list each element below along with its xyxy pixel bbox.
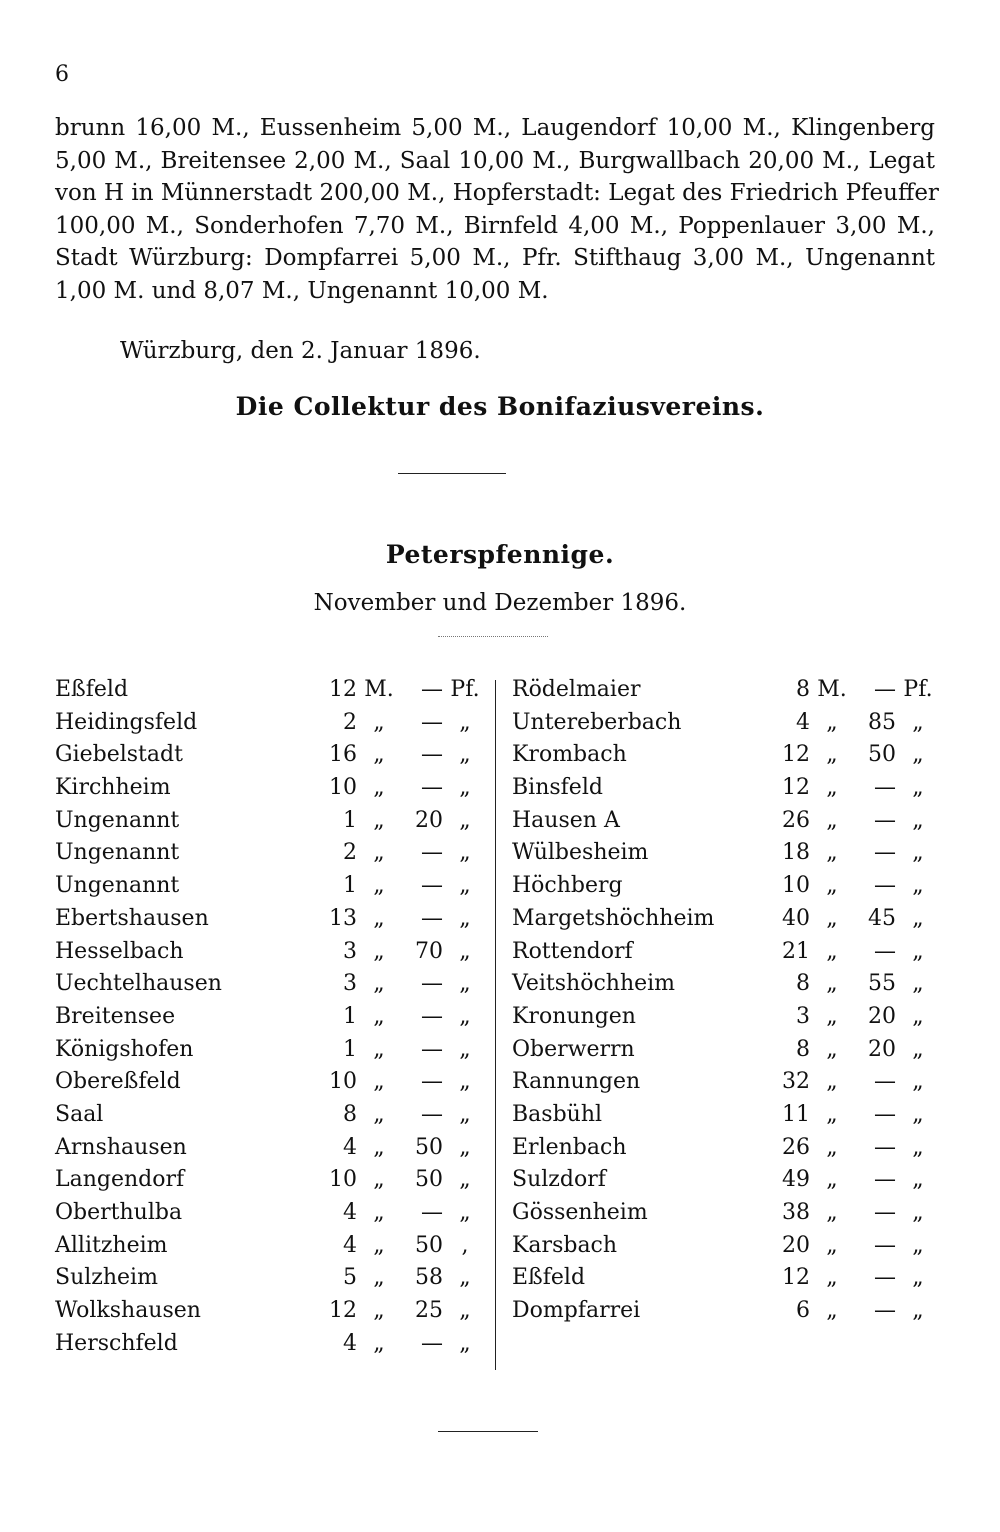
mark-amount: 18	[782, 840, 810, 866]
place-name: Obereßfeld	[55, 1069, 181, 1095]
place-name: Untereberbach	[512, 709, 682, 735]
pfennig-amount: 50	[415, 1167, 443, 1193]
place-name: Margetshöchheim	[512, 905, 715, 931]
pfennig-amount: 50	[415, 1232, 443, 1258]
list-item	[55, 1066, 487, 1099]
list-item	[55, 1001, 487, 1034]
place-name: Ungenannt	[55, 807, 180, 833]
pfennig-unit: „	[459, 840, 471, 866]
pfennig-amount: 55	[868, 971, 896, 997]
list-item	[512, 1132, 940, 1165]
place-name: Ungenannt	[55, 840, 180, 866]
pfennig-unit: „	[459, 775, 471, 801]
mark-unit: „	[373, 742, 385, 768]
list-item	[55, 1197, 487, 1230]
pfennig-unit: „	[459, 1167, 471, 1193]
mark-unit: „	[826, 1265, 838, 1291]
mark-unit: „	[373, 1101, 385, 1127]
pfennig-amount: —	[874, 1101, 896, 1127]
mark-amount: 10	[329, 775, 357, 801]
place-name: Eßfeld	[55, 677, 129, 702]
mark-unit: „	[373, 1003, 385, 1029]
list-item	[512, 903, 940, 936]
list-item	[512, 1066, 940, 1099]
place-name: Allitzheim	[55, 1232, 168, 1258]
list-item	[512, 674, 940, 707]
list-item	[512, 1001, 940, 1034]
place-name: Giebelstadt	[55, 742, 183, 768]
list-item	[55, 1262, 487, 1295]
dateline: Würzburg, den 2. Januar 1896.	[120, 338, 481, 364]
mark-amount: 1	[343, 1003, 357, 1029]
place-name: Höchberg	[512, 873, 623, 899]
list-item	[512, 1034, 940, 1067]
pfennig-amount: 58	[415, 1265, 443, 1291]
place-name: Saal	[55, 1101, 104, 1127]
mark-unit: „	[373, 1167, 385, 1193]
mark-amount: 26	[782, 1134, 810, 1160]
pfennig-amount: —	[874, 1069, 896, 1095]
signature: Die Collektur des Bonifaziusvereins.	[235, 392, 765, 421]
mark-unit: „	[373, 1265, 385, 1291]
mark-amount: 26	[782, 807, 810, 833]
pfennig-unit: „	[459, 938, 471, 964]
mark-unit: „	[373, 1330, 385, 1356]
mark-amount: 8	[343, 1101, 357, 1127]
place-name: Oberwerrn	[512, 1036, 635, 1062]
list-item	[55, 968, 487, 1001]
left-column	[55, 674, 487, 1360]
pfennig-unit: „	[912, 905, 924, 931]
right-column	[512, 674, 940, 1328]
mark-unit: „	[373, 1134, 385, 1160]
pfennig-unit: „	[912, 1167, 924, 1193]
mark-unit: „	[826, 971, 838, 997]
pfennig-amount: 45	[868, 905, 896, 931]
mark-amount: 3	[343, 971, 357, 997]
place-name: Veitshöchheim	[512, 971, 676, 997]
mark-amount: 3	[343, 938, 357, 964]
place-name: Erlenbach	[512, 1134, 627, 1160]
pfennig-amount: 50	[415, 1134, 443, 1160]
pfennig-unit: „	[459, 709, 471, 735]
pfennig-amount: —	[421, 709, 443, 735]
pfennig-amount: —	[421, 873, 443, 899]
mark-unit: „	[826, 1036, 838, 1062]
mark-amount: 11	[782, 1101, 810, 1127]
paragraph-line: Stadt Würzburg: Dompfarrei 5,00 M., Pfr. Stifthaug 3,00 M., Ungenannt	[55, 245, 935, 271]
mark-unit: M.	[817, 677, 847, 702]
mark-amount: 32	[782, 1069, 810, 1095]
mark-amount: 4	[796, 709, 810, 735]
pfennig-unit: „	[459, 1101, 471, 1127]
place-name: Langendorf	[55, 1167, 185, 1193]
list-item	[512, 968, 940, 1001]
pfennig-amount: —	[874, 677, 896, 702]
mark-amount: 12	[782, 1265, 810, 1291]
mark-amount: 21	[782, 938, 810, 964]
mark-unit: „	[826, 775, 838, 801]
pfennig-amount: —	[421, 677, 443, 702]
pfennig-amount: —	[421, 1200, 443, 1225]
place-name: Ebertshausen	[55, 905, 209, 931]
mark-amount: 1	[343, 873, 357, 899]
pfennig-unit: „	[459, 905, 471, 931]
pfennig-amount: —	[421, 1330, 443, 1356]
pfennig-unit: „	[459, 807, 471, 833]
pfennig-unit: „	[912, 938, 924, 964]
pfennig-unit: „	[459, 1330, 471, 1356]
place-name: Wülbesheim	[512, 840, 649, 866]
place-name: Oberthulba	[55, 1200, 183, 1225]
pfennig-unit: „	[912, 742, 924, 768]
pfennig-unit: „	[459, 1200, 471, 1225]
place-name: Breitensee	[55, 1003, 176, 1029]
pfennig-unit: „	[912, 971, 924, 997]
list-item	[512, 1164, 940, 1197]
place-name: Ungenannt	[55, 873, 180, 899]
divider-rule	[398, 473, 506, 474]
place-name: Sulzdorf	[512, 1167, 606, 1193]
mark-unit: „	[826, 840, 838, 866]
mark-amount: 3	[796, 1003, 810, 1029]
pfennig-amount: —	[421, 905, 443, 931]
list-item	[55, 1034, 487, 1067]
mark-unit: „	[826, 1200, 838, 1225]
list-item	[55, 805, 487, 838]
pfennig-amount: 20	[415, 807, 443, 833]
pfennig-unit: „	[912, 1232, 924, 1258]
pfennig-amount: 20	[868, 1003, 896, 1029]
mark-unit: „	[826, 873, 838, 899]
pfennig-amount: —	[421, 971, 443, 997]
place-name: Hesselbach	[55, 938, 184, 964]
place-name: Rannungen	[512, 1069, 641, 1095]
mark-unit: „	[373, 1200, 385, 1225]
donation-paragraph	[55, 112, 939, 307]
pfennig-amount: —	[874, 1265, 896, 1291]
pfennig-amount: 85	[868, 709, 896, 735]
mark-unit: „	[826, 1298, 838, 1324]
list-item	[55, 739, 487, 772]
mark-amount: 10	[782, 873, 810, 899]
mark-unit: „	[373, 807, 385, 833]
place-name: Arnshausen	[55, 1134, 187, 1160]
mark-amount: 5	[343, 1265, 357, 1291]
pfennig-unit: „	[912, 1101, 924, 1127]
mark-amount: 12	[329, 1298, 357, 1324]
list-item	[512, 1295, 940, 1328]
list-item	[55, 903, 487, 936]
list-item	[55, 837, 487, 870]
list-item	[512, 707, 940, 740]
pfennig-amount: —	[874, 1134, 896, 1160]
mark-amount: 10	[329, 1167, 357, 1193]
pfennig-unit: „	[912, 840, 924, 866]
pfennig-amount: —	[874, 938, 896, 964]
pfennig-amount: 25	[415, 1298, 443, 1324]
pfennig-amount: —	[421, 775, 443, 801]
paragraph-line: 1,00 M. und 8,07 M., Ungenannt 10,00 M.	[55, 277, 549, 304]
mark-amount: 1	[343, 1036, 357, 1062]
mark-amount: 40	[782, 905, 810, 931]
dotted-ornament	[438, 636, 548, 637]
list-item	[512, 870, 940, 903]
pfennig-unit: „	[912, 1298, 924, 1324]
list-item	[55, 1230, 487, 1263]
pfennig-amount: —	[874, 775, 896, 801]
pfennig-unit: „	[912, 1003, 924, 1029]
pfennig-unit: „	[459, 873, 471, 899]
list-item	[55, 1099, 487, 1132]
mark-unit: „	[826, 1101, 838, 1127]
mark-unit: „	[373, 938, 385, 964]
pfennig-unit: „	[912, 1069, 924, 1095]
pfennig-amount: 20	[868, 1036, 896, 1062]
pfennig-amount: —	[874, 1167, 896, 1193]
mark-unit: M.	[364, 677, 394, 702]
place-name: Krombach	[512, 742, 627, 768]
pfennig-unit: „	[459, 1069, 471, 1095]
mark-unit: „	[826, 938, 838, 964]
place-name: Herschfeld	[55, 1330, 178, 1356]
pfennig-amount: —	[874, 840, 896, 866]
place-name: Basbühl	[512, 1101, 603, 1127]
pfennig-unit: „	[912, 873, 924, 899]
place-name: Rottendorf	[512, 938, 633, 964]
mark-amount: 8	[796, 1036, 810, 1062]
list-item	[512, 805, 940, 838]
mark-amount: 16	[329, 742, 357, 768]
list-item	[55, 674, 487, 707]
mark-unit: „	[373, 709, 385, 735]
pfennig-amount: —	[874, 1200, 896, 1225]
mark-unit: „	[826, 1167, 838, 1193]
pfennig-unit: „	[912, 807, 924, 833]
pfennig-unit: „	[459, 1134, 471, 1160]
pfennig-amount: 70	[415, 938, 443, 964]
paragraph-line: von H in Münnerstadt 200,00 M., Hopferstadt: Legat des Friedrich Pfeuffer	[55, 180, 939, 206]
mark-amount: 8	[796, 677, 810, 702]
list-item	[55, 1132, 487, 1165]
place-name: Binsfeld	[512, 775, 603, 801]
pfennig-amount: —	[874, 873, 896, 899]
end-rule	[438, 1431, 538, 1432]
mark-unit: „	[373, 873, 385, 899]
mark-amount: 49	[782, 1167, 810, 1193]
mark-amount: 10	[329, 1069, 357, 1095]
place-name: Sulzheim	[55, 1265, 158, 1291]
mark-amount: 2	[343, 709, 357, 735]
place-name: Königshofen	[55, 1036, 194, 1062]
list-item	[55, 772, 487, 805]
mark-unit: „	[373, 775, 385, 801]
pfennig-unit: „	[459, 1298, 471, 1324]
list-item	[512, 772, 940, 805]
mark-unit: „	[826, 1069, 838, 1095]
place-name: Heidingsfeld	[55, 709, 198, 735]
list-item	[512, 936, 940, 969]
section-title: Peterspfennige.	[385, 540, 615, 569]
list-item	[512, 1230, 940, 1263]
place-name: Uechtelhausen	[55, 971, 222, 997]
pfennig-amount: —	[874, 807, 896, 833]
mark-unit: „	[373, 905, 385, 931]
list-item	[512, 1197, 940, 1230]
place-name: Hausen A	[512, 807, 620, 833]
pfennig-unit: „	[459, 971, 471, 997]
mark-unit: „	[373, 1232, 385, 1258]
pfennig-unit: „	[912, 1134, 924, 1160]
mark-unit: „	[826, 1232, 838, 1258]
mark-unit: „	[373, 1069, 385, 1095]
mark-amount: 8	[796, 971, 810, 997]
mark-unit: „	[826, 742, 838, 768]
page-number: 6	[55, 62, 69, 87]
mark-amount: 12	[329, 677, 357, 702]
mark-unit: „	[826, 709, 838, 735]
mark-unit: „	[373, 840, 385, 866]
paragraph-line: brunn 16,00 M., Eussenheim 5,00 M., Laugendorf 10,00 M., Klingenberg	[55, 115, 935, 141]
place-name: Eßfeld	[512, 1265, 586, 1291]
place-name: Kronungen	[512, 1003, 636, 1029]
mark-amount: 12	[782, 742, 810, 768]
mark-unit: „	[373, 1036, 385, 1062]
pfennig-unit: „	[912, 1265, 924, 1291]
place-name: Rödelmaier	[512, 677, 641, 702]
pfennig-unit: Pf.	[903, 677, 933, 702]
pfennig-unit: Pf.	[450, 677, 480, 702]
pfennig-unit: „	[912, 775, 924, 801]
mark-amount: 4	[343, 1200, 357, 1225]
mark-amount: 13	[329, 905, 357, 931]
mark-amount: 38	[782, 1200, 810, 1225]
section-subtitle: November und Dezember 1896.	[313, 590, 687, 616]
place-name: Gössenheim	[512, 1200, 648, 1225]
place-name: Wolkshausen	[55, 1298, 201, 1324]
pfennig-unit: „	[912, 1200, 924, 1225]
pfennig-amount: —	[421, 1069, 443, 1095]
mark-unit: „	[826, 1134, 838, 1160]
list-item	[55, 1328, 487, 1361]
pfennig-amount: —	[874, 1232, 896, 1258]
pfennig-unit: „	[459, 1036, 471, 1062]
mark-unit: „	[373, 971, 385, 997]
list-item	[512, 739, 940, 772]
column-divider	[495, 680, 496, 1370]
pfennig-amount: —	[421, 1036, 443, 1062]
mark-amount: 6	[796, 1298, 810, 1324]
mark-amount: 4	[343, 1330, 357, 1356]
pfennig-unit: „	[459, 1265, 471, 1291]
list-item	[512, 1262, 940, 1295]
paragraph-line: 5,00 M., Breitensee 2,00 M., Saal 10,00 M., Burgwallbach 20,00 M., Legat	[55, 147, 935, 174]
pfennig-unit: „	[459, 1003, 471, 1029]
pfennig-unit: „	[912, 1036, 924, 1062]
list-item	[512, 837, 940, 870]
pfennig-unit: „	[459, 742, 471, 768]
pfennig-unit: „	[912, 709, 924, 735]
pfennig-amount: —	[421, 1101, 443, 1127]
list-item	[55, 707, 487, 740]
pfennig-unit: ,	[461, 1232, 469, 1258]
pfennig-amount: —	[421, 1003, 443, 1029]
mark-amount: 1	[343, 807, 357, 833]
pfennig-amount: 50	[868, 742, 896, 768]
mark-amount: 2	[343, 840, 357, 866]
mark-unit: „	[826, 905, 838, 931]
list-item	[55, 936, 487, 969]
list-item	[512, 1099, 940, 1132]
place-name: Karsbach	[512, 1232, 618, 1258]
mark-unit: „	[826, 1003, 838, 1029]
list-item	[55, 870, 487, 903]
pfennig-amount: —	[874, 1298, 896, 1324]
mark-amount: 20	[782, 1232, 810, 1258]
mark-amount: 4	[343, 1134, 357, 1160]
paragraph-line: 100,00 M., Sonderhofen 7,70 M., Birnfeld 4,00 M., Poppenlauer 3,00 M.,	[55, 212, 935, 239]
list-item	[55, 1164, 487, 1197]
mark-unit: „	[826, 807, 838, 833]
mark-unit: „	[373, 1298, 385, 1324]
pfennig-amount: —	[421, 742, 443, 768]
list-item	[55, 1295, 487, 1328]
place-name: Dompfarrei	[512, 1298, 641, 1324]
mark-amount: 12	[782, 775, 810, 801]
place-name: Kirchheim	[55, 775, 171, 801]
mark-amount: 4	[343, 1232, 357, 1258]
pfennig-amount: —	[421, 840, 443, 866]
